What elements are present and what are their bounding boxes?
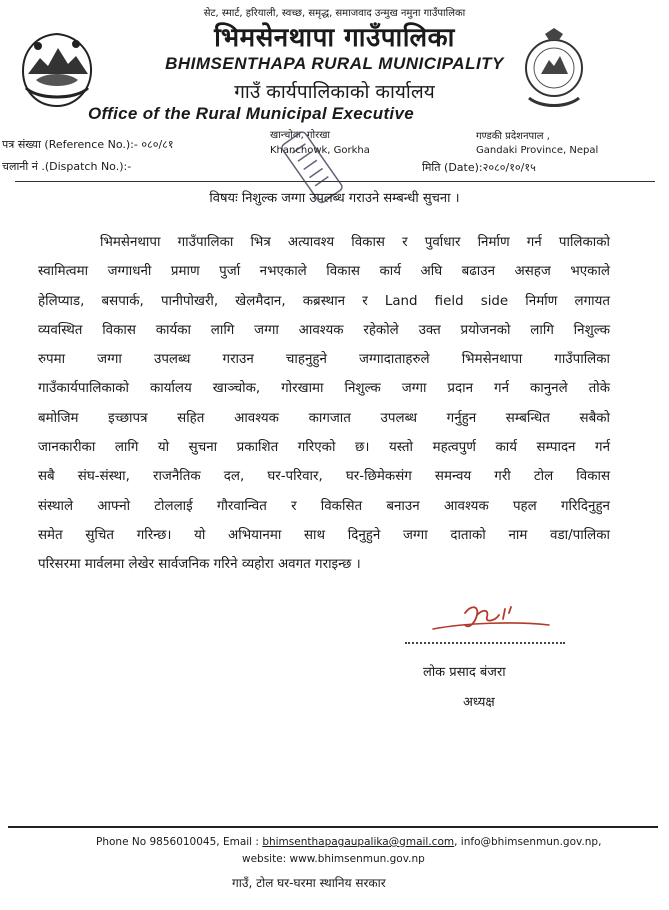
office-location-english: Khanchowk, Gorkha [270,145,370,156]
office-name-english: Office of the Rural Municipal Executive [88,104,414,123]
municipality-name-nepali: भिमसेनथापा गाउँपालिका [214,23,455,53]
letterhead-slogan: सेट, स्मार्ट, हरियाली, स्वच्छ, समृद्ध, समाजवाद उन्मुख नमुना गाउँपालिका [203,8,466,19]
body-line: गाउँकार्यपालिकाको कार्यालय खाञ्चोक, गोरखामा निशुल्क जग्गा प्रदान गर्न कानुनले तोके [38,381,610,397]
dispatch-number: चलानी नं .(Dispatch No.):- [2,160,132,173]
body-line: व्यवस्थित विकास कार्यका लागि जग्गा आवश्यक रहेकोले उक्त प्रयोजनको लागि निशुल्क [38,322,610,338]
body-line: समेत सुचित गरिन्छ। यो अभियानमा साथ दिनुहुने जग्गा दाताको नाम वडा/पालिका [38,527,610,543]
body-line: जानकारीका लागि यो सुचना प्रकाशित गरिएको छ। यस्तो महत्वपुर्ण कार्य सम्पादन गर्न [38,440,610,456]
letter-subject: विषयः निशुल्क जग्गा उपलब्ध गराउने सम्बन्धी सुचना । [209,191,460,206]
letter-date: मिति (Date):२०८०/१०/१५ [422,161,536,174]
footer-phone: Phone No 9856010045, Email : [96,836,259,848]
footer-motto: गाउँ, टोल घर-घरमा स्थानिय सरकार [232,876,386,890]
handwritten-signature-icon [425,595,555,640]
body-line: बमोजिम इच्छापत्र सहित आवश्यक कागजात उपलब्ध गर्नुहुन सम्बन्धित सबैको [38,410,610,426]
body-line: सबै संघ-संस्था, राजनैतिक दल, घर-परिवार, घर-छिमेकसंग समन्वय गरी टोल विकास [38,469,610,485]
footer-email-link[interactable]: bhimsenthapagaupalika@gmail.com [262,836,455,848]
signatory-title: अध्यक्ष [463,695,495,710]
province-english: Gandaki Province, Nepal [476,145,599,156]
office-location-nepali: खान्चोक, गोरखा [270,130,331,141]
municipality-name-english: BHIMSENTHAPA RURAL MUNICIPALITY [165,54,504,73]
body-line: भिमसेनथापा गाउँपालिका भित्र अत्यावश्य विकास र पुर्वाधार निर्माण गर्न पालिकाको [100,235,610,250]
signature-line [405,642,565,644]
footer-website[interactable]: website: www.bhimsenmun.gov.np [242,853,425,865]
body-line: स्वामित्वमा जग्गाधनी प्रमाण पुर्जा नभएकाले विकास कार्य अघि बढाउन असहज भएकाले [38,264,610,280]
footer-email-secondary[interactable]: , info@bhimsenmun.gov.np, [454,836,602,848]
province-nepali: गण्डकी प्रदेशनपाल , [476,131,550,142]
reference-number: पत्र संख्या (Reference No.):- ०८०/८१ [2,138,174,151]
body-line: हेलिप्याड, बसपार्क, पानीपोखरी, खेलमैदान, कब्रस्थान र Land field side निर्माण लगायत [38,293,610,309]
body-line: संस्थाले आफ्नो टोललाई गौरवान्वित र विकसित बनाउन आवश्यक पहल गरिदिनुहुन [38,498,610,514]
office-name-nepali: गाउँ कार्यपालिकाको कार्यालय [234,81,435,103]
body-line: परिसरमा मार्वलमा लेखेर सार्वजनिक गरिने व्यहोरा अवगत गराइन्छ । [38,557,361,573]
letter-body [38,228,610,580]
body-line: रुपमा जग्गा उपलब्ध गराउन चाहनुहुने जग्गादाताहरुले भिमसेनथापा गाउँपालिका [38,352,610,368]
municipality-logo-icon [523,28,585,112]
footer-contact [96,836,601,848]
signatory-name: लोक प्रसाद बंजरा [423,665,506,680]
footer-divider [8,826,658,828]
